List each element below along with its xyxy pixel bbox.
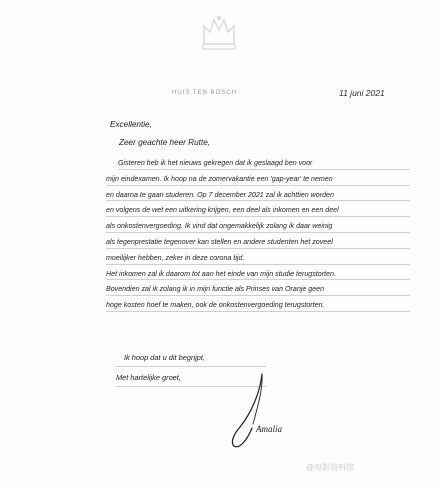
body-line: Gisteren heb ik het nieuws gekregen dat ik geslaagd ben voor (106, 156, 412, 172)
royal-crest-icon (196, 14, 242, 54)
watermark: @电影资料馆 (306, 463, 355, 472)
closing-rule (116, 366, 266, 367)
closing-line-2: Met hartelijke groet, (116, 373, 181, 382)
body-line: en daarna te gaan studeren. Op 7 december 2021 zal ik achttien worden (106, 188, 412, 204)
body-line: en volgens de wet een uitkering krijgen, een deel als inkomen en een deel (106, 203, 412, 219)
body-line: mijn eindexamen. Ik hoop na de zomervakantie een 'gap-year' te nemen (106, 172, 412, 188)
signature-flourish-icon (222, 372, 312, 452)
closing-line-1: Ik hoop dat u dit begrijpt, (124, 353, 205, 362)
letter-body (106, 156, 412, 314)
body-line: hoge kosten hoef te maken, ook de onkostenvergoeding terugstorten. (106, 298, 412, 314)
body-line: als onkostenvergoeding. Ik vind dat ongemakkelijk zolang ik daar weinig (106, 219, 412, 235)
salutation-line-1: Excellentie, (110, 120, 152, 129)
body-line: Bovendien zal ik zolang ik in mijn functie als Prinses van Oranje geen (106, 282, 412, 298)
body-line: Het inkomen zal ik daarom tot aan het einde van mijn studie terugstorten. (106, 267, 412, 283)
salutation-line-2: Zeer geachte heer Rutte, (119, 138, 211, 147)
letterhead-text: HUIS TEN BOSCH (172, 90, 237, 96)
body-line: moeilijker hebben, zeker in deze corona tijd. (106, 251, 412, 267)
signature-name: Amalia (256, 424, 282, 434)
letter-date: 11 juni 2021 (339, 88, 385, 98)
body-line: als tegenprestatie tegenover kan stellen en andere studenten het zoveel (106, 235, 412, 251)
